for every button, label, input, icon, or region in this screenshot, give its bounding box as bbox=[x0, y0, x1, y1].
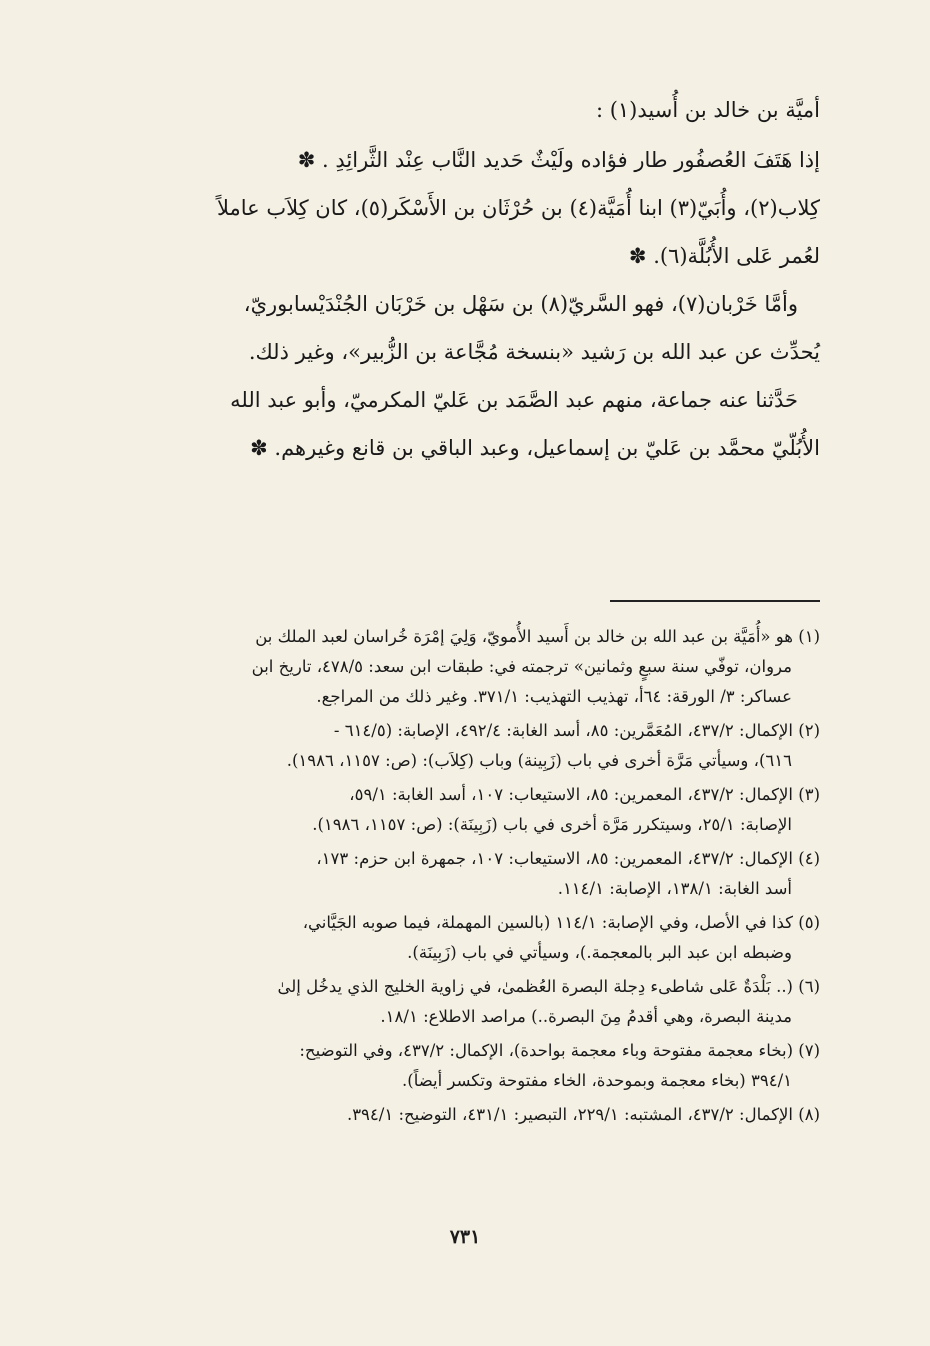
footnote-line: ٦١٦)، وسيأتي مَرَّة أخرى في باب (زَبِينة) وباب (كِلاَب): (ص: ١١٥٧، ١٩٨٦). bbox=[286, 751, 792, 770]
paragraph-line: وأمَّا خَرْبان(٧)، فهو السَّريّ(٨) بن سَهْل بن خَرْبَان الجُنْدَيْسابوريّ، bbox=[243, 292, 798, 316]
footnote-line: (٥) كذا في الأصل، وفي الإصابة: ١١٤/١ (بالسين المهملة، فيما صوبه الجَيَّاني، bbox=[302, 913, 820, 932]
footnote-line: وضبطه ابن عبد البر بالمعجمة.)، وسيأتي في باب (زَبِينَة). bbox=[407, 943, 792, 962]
footnote-8 bbox=[108, 1100, 820, 1130]
footnote-line: مدينة البصرة، وهي أقدمُ مِنَ البصرة..) مراصد الاطلاع: ١٨/١. bbox=[380, 1007, 792, 1026]
footnote-line: ٣٩٤/١ (بخاء معجمة وبموحدة، الخاء مفتوحة وتكسر أيضاً). bbox=[402, 1071, 792, 1090]
footnote-line: الإصابة: ٢٥/١، وسيتكرر مَرَّة أخرى في باب (زَبِينَة): (ص: ١١٥٧، ١٩٨٦). bbox=[312, 815, 792, 834]
footnote-line: (٢) الإكمال: ٤٣٧/٢، المُعَمَّرين: ٨٥، أسد الغابة: ٤٩٢/٤، الإصابة: (٦١٤/٥ - bbox=[333, 721, 820, 740]
footnote-separator bbox=[610, 600, 820, 602]
entry-heading: أميَّة بن خالد بن أُسيد(١) : bbox=[595, 98, 820, 122]
footnote-2 bbox=[108, 716, 820, 776]
main-text bbox=[108, 96, 820, 482]
footnote-line: عساكر: ٣/ الورقة: ٦٤أ، تهذيب التهذيب: ٣٧١/١. وغير ذلك من المراجع. bbox=[316, 687, 792, 706]
paragraph-line: لعُمر عَلى الأُبُلَّة(٦). ✽ bbox=[628, 244, 820, 268]
footnote-line: (٧) (بخاء معجمة مفتوحة وباء معجمة بواحدة)، الإكمال: ٤٣٧/٢، وفي التوضيح: bbox=[299, 1041, 820, 1060]
paragraph-kilab bbox=[108, 194, 820, 270]
footnote-line: (٤) الإكمال: ٤٣٧/٢، المعمرين: ٨٥، الاستيعاب: ١٠٧، جمهرة ابن حزم: ١٧٣، bbox=[316, 849, 820, 868]
paragraph-line: الأُبُلّيّ محمَّد بن عَليّ بن إسماعيل، وعبد الباقي بن قانع وغيرهم. ✽ bbox=[250, 436, 820, 460]
footnote-line: مروان، توفّي سنة سبعٍ وثمانين» ترجمته في: طبقات ابن سعد: ٤٧٨/٥، تاريخ ابن bbox=[251, 657, 792, 676]
paragraph-line: كِلاب(٢)، وأُبَيّ(٣) ابنا أُمَيَّة(٤) بن حُرْثَان بن الأَسْكَر(٥)، كان كِلاَب عاملاً bbox=[216, 196, 820, 220]
footnote-6 bbox=[108, 972, 820, 1032]
paragraph-kharban bbox=[108, 290, 820, 366]
poetry-verse: إذا هَتَفَ العُصفُور طار فؤاده ولَيْثٌ حَديد النَّاب عِنْد الثَّرائِدِ . ✽ bbox=[297, 148, 820, 172]
footnote-3 bbox=[108, 780, 820, 840]
footnote-7 bbox=[108, 1036, 820, 1096]
footnote-line: أسد الغابة: ١٣٨/١، الإصابة: ١١٤/١. bbox=[557, 879, 792, 898]
footnote-line: (٣) الإكمال: ٤٣٧/٢، المعمرين: ٨٥، الاستيعاب: ١٠٧، أسد الغابة: ٥٩/١، bbox=[349, 785, 820, 804]
footnotes bbox=[108, 622, 820, 1134]
footnote-line: (١) هو «أُمَيَّة بن عبد الله بن خالد بن أَسيد الأُمويّ، وَلِيَ إمْرَة خُراسان لعبد الملك بن bbox=[255, 627, 820, 646]
paragraph-line: حَدَّثنا عنه جماعة، منهم عبد الصَّمَد بن عَليّ المكرميّ، وأبو عبد الله bbox=[230, 388, 798, 412]
footnote-5 bbox=[108, 908, 820, 968]
footnote-1 bbox=[108, 622, 820, 712]
footnote-4 bbox=[108, 844, 820, 904]
paragraph-line: يُحدِّث عن عبد الله بن رَشيد «بنسخة مُجَّاعة بن الزُّبير»، وغير ذلك. bbox=[248, 340, 820, 364]
footnote-line: (٦) (.. بَلْدَةٌ عَلى شاطىء دِجلة البصرة العُظمىٰ، في زاوية الخليج الذي يدخُل إلىٰ bbox=[277, 977, 820, 996]
page-number: ٧٣١ bbox=[449, 1226, 481, 1248]
paragraph-narrators bbox=[108, 386, 820, 462]
footnote-line: (٨) الإكمال: ٤٣٧/٢، المشتبه: ٢٢٩/١، التبصير: ٤٣١/١، التوضيح: ٣٩٤/١. bbox=[346, 1105, 820, 1124]
